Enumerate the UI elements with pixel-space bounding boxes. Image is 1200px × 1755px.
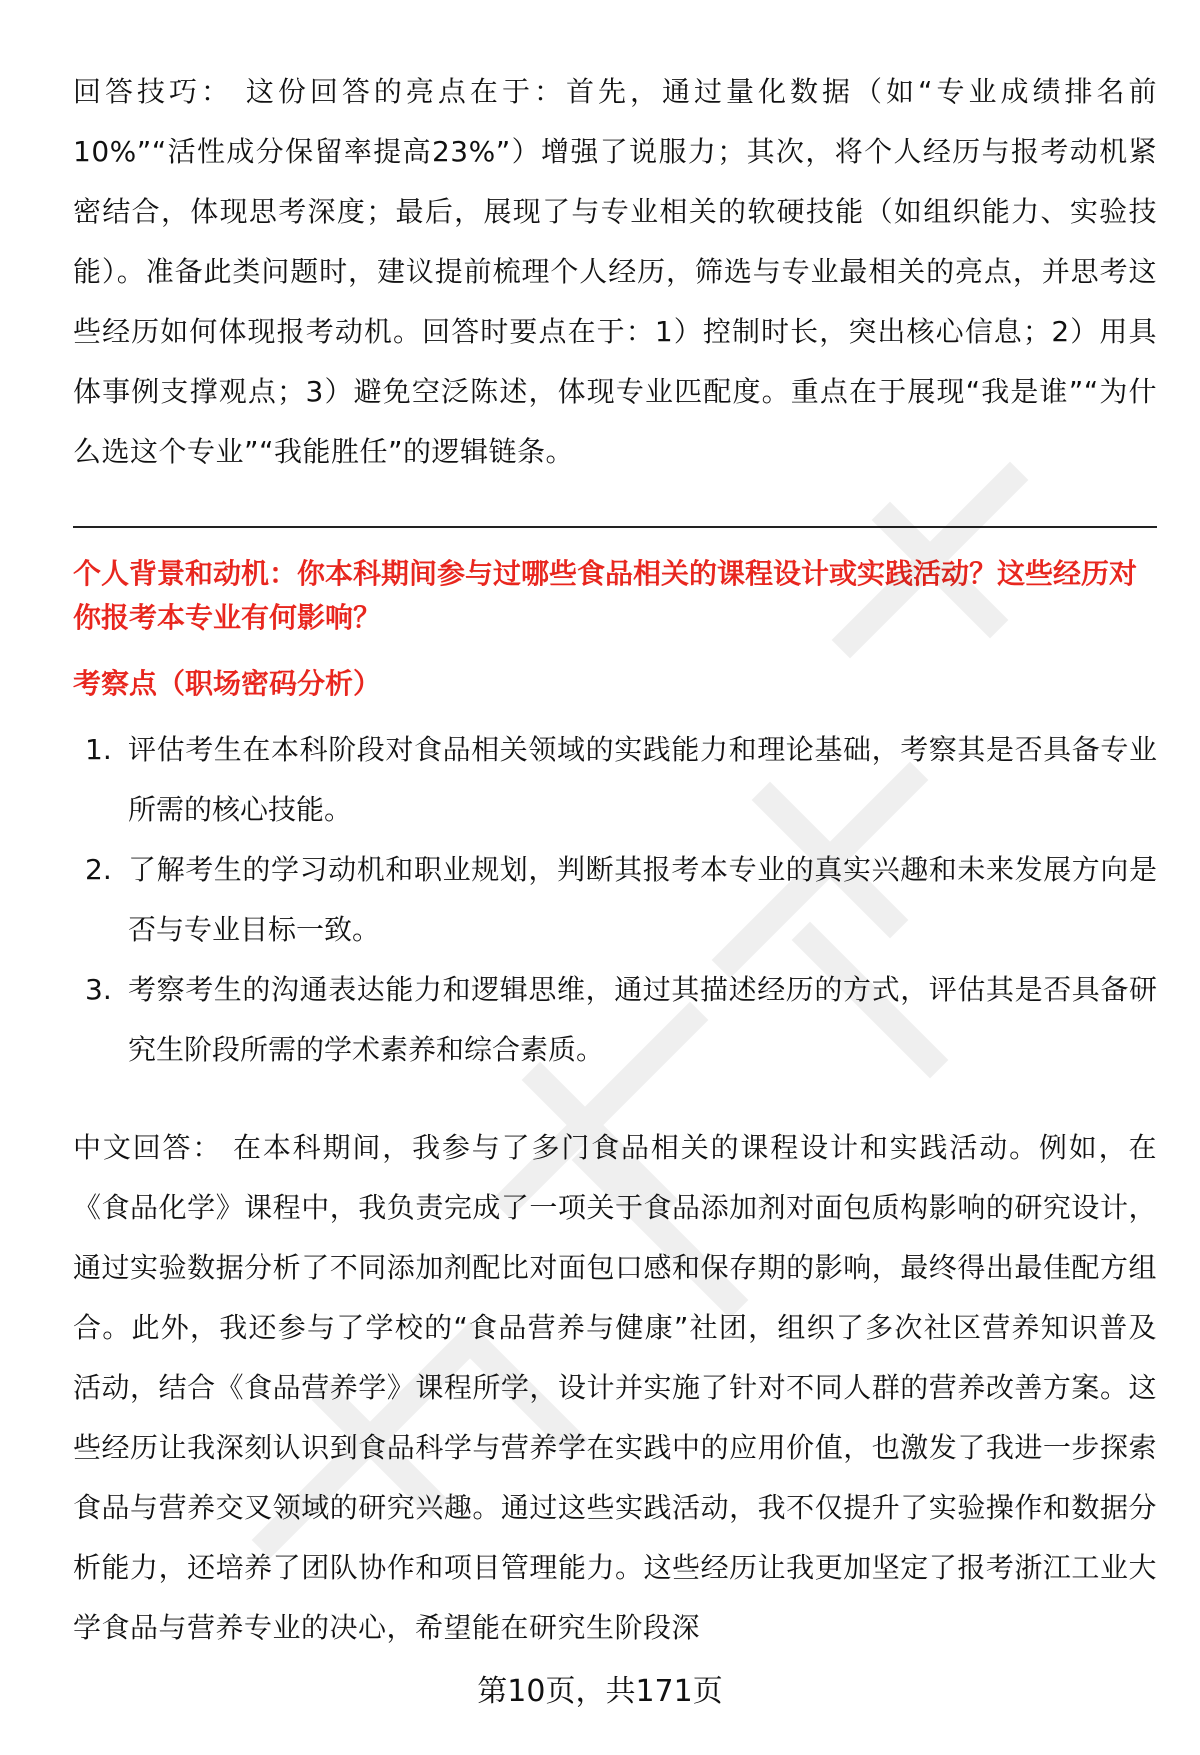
list-item-number: 1. bbox=[85, 733, 112, 766]
list-item-number: 3. bbox=[85, 973, 112, 1006]
list-item-text: 考察考生的沟通表达能力和逻辑思维，通过其描述经历的方式，评估其是否具备研究生阶段所需的学术素养和综合素质。 bbox=[128, 973, 1157, 1066]
tips-label: 回答技巧： bbox=[73, 75, 234, 108]
list-item-number: 2. bbox=[85, 853, 112, 886]
answer-paragraph bbox=[73, 1118, 1157, 1658]
section-divider bbox=[73, 526, 1157, 528]
tips-paragraph bbox=[73, 62, 1157, 482]
page-footer: 第10页，共171页 bbox=[477, 1674, 723, 1709]
answer-label: 中文回答： bbox=[73, 1131, 223, 1164]
list-item bbox=[73, 840, 1157, 960]
list-item bbox=[73, 960, 1157, 1080]
list-item-text: 了解考生的学习动机和职业规划，判断其报考本专业的真实兴趣和未来发展方向是否与专业目标一致。 bbox=[128, 853, 1157, 946]
question-heading: 个人背景和动机：你本科期间参与过哪些食品相关的课程设计或实践活动？这些经历对你报考本专业有何影响？ bbox=[73, 557, 1138, 634]
answer-text: 在本科期间，我参与了多门食品相关的课程设计和实践活动。例如，在《食品化学》课程中，我负责完成了一项关于食品添加剂对面包质构影响的研究设计，通过实验数据分析了不同添加剂配比对面包口感和保存期的影响，最终得出最佳配方组合。此外，我还参与了学校的“食品营养与健康”社团，组织了多次社区营养知识普及活动，结合《食品营养学》课程所学，设计并实施了针对不同人群的营养改善方案。这些经历让我深刻认识到食品科学与营养学在实践中的应用价值，也激发了我进一步探索食品与营养交叉领域的研究兴趣。通过这些实践活动，我不仅提升了实验操作和数据分析能力，还培养了团队协作和项目管理能力。这些经历让我更加坚定了报考浙江工业大学食品与营养专业的决心，希望能在研究生阶段深 bbox=[73, 1131, 1157, 1644]
examine-points-list bbox=[73, 720, 1157, 1080]
list-item bbox=[73, 720, 1157, 840]
document-page bbox=[73, 62, 1157, 1658]
tips-text: 这份回答的亮点在于：首先，通过量化数据（如“专业成绩排名前10%”“活性成分保留率提高23%”）增强了说服力；其次，将个人经历与报考动机紧密结合，体现思考深度；最后，展现了与专业相关的软硬技能（如组织能力、实验技能）。准备此类问题时，建议提前梳理个人经历，筛选与专业最相关的亮点，并思考这些经历如何体现报考动机。回答时要点在于：1）控制时长，突出核心信息；2）用具体事例支撑观点；3）避免空泛陈述，体现专业匹配度。重点在于展现“我是谁”“为什么选这个专业”“我能胜任”的逻辑链条。 bbox=[73, 75, 1157, 468]
list-item-text: 评估考生在本科阶段对食品相关领域的实践能力和理论基础，考察其是否具备专业所需的核心技能。 bbox=[128, 733, 1157, 826]
examine-points-title: 考察点（职场密码分析） bbox=[73, 667, 382, 700]
